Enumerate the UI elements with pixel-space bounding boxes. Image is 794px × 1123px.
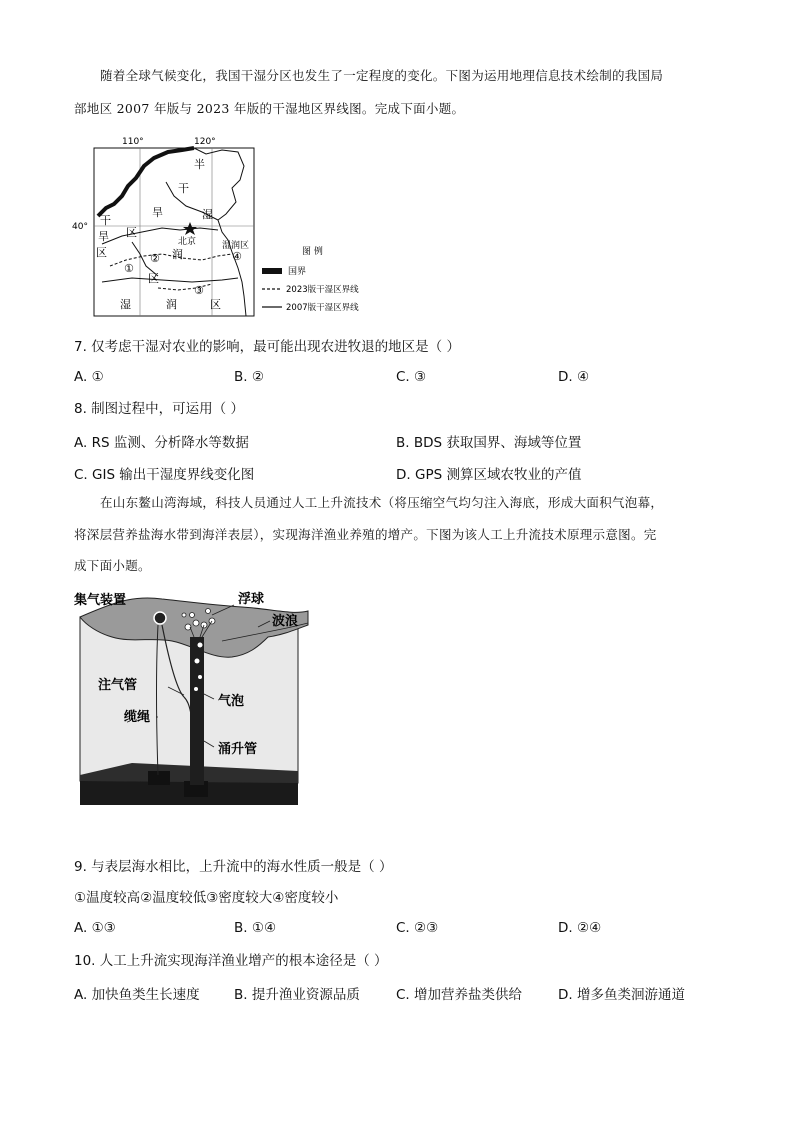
map-label-qu2: 区 [96, 246, 107, 259]
q10-option-d[interactable]: D. 增多鱼类洄游通道 [558, 987, 685, 1003]
label-upwell-pipe: 涌升管 [218, 742, 258, 757]
marker-4: ④ [232, 250, 242, 263]
passage2-line1: 在山东鳌山湾海域，科技人员通过人工上升流技术（将压缩空气均匀注入海底，形成大面积气泡幕， [100, 495, 664, 510]
q9-option-c[interactable]: C. ②③ [396, 920, 439, 936]
map-frame [94, 148, 254, 316]
q10-option-a[interactable]: A. 加快鱼类生长速度 [74, 987, 200, 1003]
dry-wet-map [62, 132, 382, 327]
legend-2023-label: 2023版干湿区界线 [286, 285, 359, 295]
legend-border-swatch [262, 268, 282, 274]
q9-choices-line: ①温度较高②温度较低③密度较大④密度较小 [74, 890, 339, 906]
q7-option-d[interactable]: D. ④ [558, 369, 590, 385]
label-wave: 波浪 [272, 614, 299, 629]
q7-stem: 7. 仅考虑干湿对农业的影响，最可能出现农进牧退的地区是（ ） [74, 339, 460, 355]
marker-2: ② [150, 252, 160, 265]
q8-stem: 8. 制图过程中，可运用（ ） [74, 401, 244, 417]
passage1-line2: 部地区 2007 年版与 2023 年版的干湿地区界线图。完成下面小题。 [74, 101, 465, 116]
q10-option-c[interactable]: C. 增加营养盐类供给 [396, 987, 523, 1003]
anchor-block-left [148, 771, 170, 785]
map-label-qu4: 区 [210, 298, 221, 311]
marker-3: ③ [194, 284, 204, 297]
lon-110-label: 110° [122, 137, 144, 147]
map-label-shi: 湿 [202, 208, 213, 221]
legend-border-label: 国界 [288, 267, 307, 277]
q7-option-b[interactable]: B. ② [234, 369, 264, 385]
lat-40-label: 40° [72, 222, 88, 232]
map-label-gan: 干 [178, 182, 189, 195]
map-label-qu1: 区 [126, 226, 137, 239]
q9-option-b[interactable]: B. ①④ [234, 920, 277, 936]
legend-title: 图 例 [302, 247, 323, 257]
label-float: 浮球 [238, 592, 265, 607]
map-label-beijing: 北京 [178, 237, 197, 247]
map-label-shirun: 湿润区 [222, 241, 250, 251]
map-label-qu3: 区 [148, 272, 159, 285]
marker-1: ① [124, 262, 134, 275]
upwelling-diagram [72, 585, 312, 820]
q9-option-a[interactable]: A. ①③ [74, 920, 116, 936]
q7-option-c[interactable]: C. ③ [396, 369, 427, 385]
q10-stem: 10. 人工上升流实现海洋渔业增产的根本途径是（ ） [74, 953, 388, 969]
label-air-pipe: 注气管 [98, 678, 138, 693]
q7-option-a[interactable]: A. ① [74, 369, 104, 385]
q8-option-d[interactable]: D. GPS 测算区域农牧业的产值 [396, 467, 582, 483]
passage2-line2: 将深层营养盐海水带到海洋表层），实现海洋渔业养殖的增产。下图为该人工上升流技术原理示意图。完 [74, 527, 657, 542]
passage1-line1: 随着全球气候变化，我国干湿分区也发生了一定程度的变化。下图为运用地理信息技术绘制的我国局 [100, 68, 664, 83]
label-collector: 集气装置 [74, 593, 127, 608]
q9-option-d[interactable]: D. ②④ [558, 920, 602, 936]
collector-device-icon [154, 612, 166, 624]
map-label-run: 润 [172, 248, 183, 261]
q8-option-c[interactable]: C. GIS 输出干湿度界线变化图 [74, 467, 255, 483]
q9-stem: 9. 与表层海水相比，上升流中的海水性质一般是（ ） [74, 859, 393, 875]
map-label-han2: 旱 [98, 230, 109, 243]
map-label-run2: 润 [166, 298, 177, 311]
lon-120-label: 120° [194, 137, 216, 147]
label-bubble: 气泡 [218, 694, 245, 709]
q8-option-a[interactable]: A. RS 监测、分析降水等数据 [74, 435, 249, 451]
map-label-gan2: 干 [100, 214, 111, 227]
q10-option-b[interactable]: B. 提升渔业资源品质 [234, 987, 360, 1003]
passage2-line3: 成下面小题。 [74, 558, 151, 573]
map-label-ban: 半 [194, 158, 205, 171]
map-label-shi2: 湿 [120, 298, 131, 311]
q8-option-b[interactable]: B. BDS 获取国界、海域等位置 [396, 435, 582, 451]
legend-2007-label: 2007版干湿区界线 [286, 303, 359, 313]
label-cable: 缆绳 [124, 710, 151, 725]
map-label-han: 旱 [152, 206, 163, 219]
